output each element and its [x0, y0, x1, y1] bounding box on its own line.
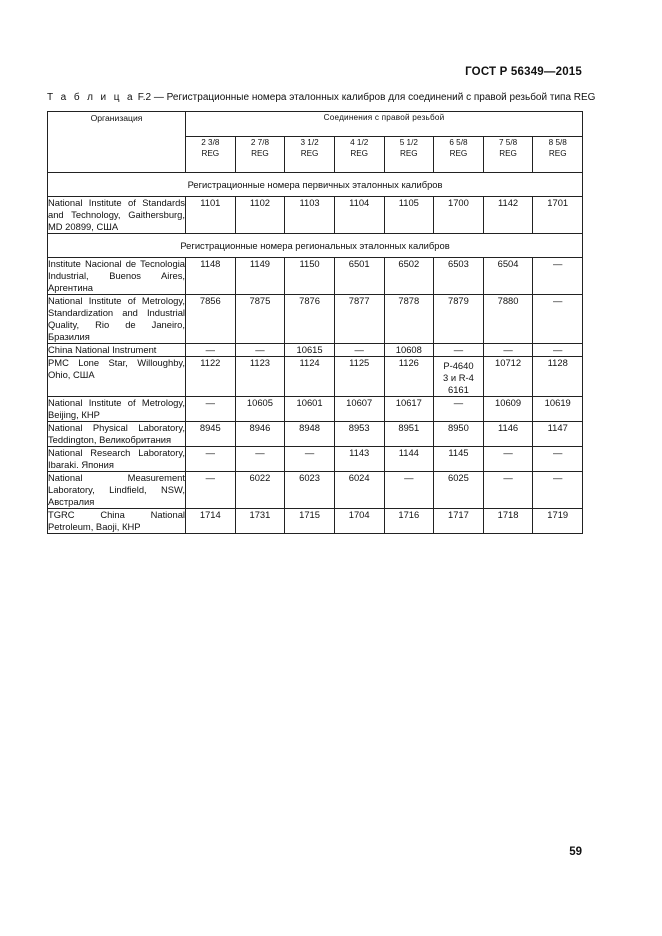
- size-value: 2 7/8: [250, 138, 270, 148]
- registration-number-cell: 1103: [285, 197, 335, 234]
- size-column-header: [235, 137, 285, 173]
- organization-cell: National Measurement Laboratory, Lindfield, NSW, Австралия: [48, 472, 185, 507]
- size-value: 3 1/2: [300, 138, 319, 148]
- registration-number-cell: —: [533, 295, 583, 344]
- registration-number-cell: —: [434, 344, 484, 357]
- registration-number-cell: 1128: [533, 357, 583, 397]
- size-value: 7 5/8: [498, 138, 518, 148]
- table-row: [48, 509, 583, 534]
- section-row: [48, 173, 583, 197]
- thread-type: REG: [548, 149, 567, 159]
- registration-number-cell: 8945: [186, 422, 236, 447]
- thread-type: REG: [350, 149, 369, 159]
- registration-number-cell: 1102: [235, 197, 285, 234]
- registration-number-cell: 1124: [285, 357, 335, 397]
- registration-number-cell: 10712: [483, 357, 533, 397]
- registration-number-cell: P-46403 и R-46161: [434, 357, 484, 397]
- registration-number-cell: —: [186, 397, 236, 422]
- registration-number-cell: —: [235, 447, 285, 472]
- table-row: [48, 422, 583, 447]
- registration-number-cell: 1147: [533, 422, 583, 447]
- registration-number-cell: —: [533, 472, 583, 509]
- registration-number-cell: 6503: [434, 258, 484, 295]
- size-column-header: [334, 137, 384, 173]
- size-value: 6 5/8: [449, 138, 468, 148]
- registration-number-cell: —: [533, 344, 583, 357]
- registration-number-cell: 1144: [384, 447, 434, 472]
- registration-number-cell: 6023: [285, 472, 335, 509]
- registration-number-cell: —: [533, 447, 583, 472]
- size-column-header: [483, 137, 533, 173]
- organization-cell: Institute Nacional de Tecnologia Industrial, Buenos Aires, Аргентина: [48, 258, 185, 293]
- table-row: [48, 472, 583, 509]
- registration-number-cell: 1719: [533, 509, 583, 534]
- table-caption: [47, 92, 627, 103]
- registration-number-cell: —: [483, 472, 533, 509]
- size-column-header: [434, 137, 484, 173]
- registration-number-cell: —: [186, 447, 236, 472]
- thread-type: REG: [300, 149, 319, 159]
- registration-number-cell: 6022: [235, 472, 285, 509]
- table-row: [48, 397, 583, 422]
- registration-number-cell: 8951: [384, 422, 434, 447]
- registration-number-cell: 10607: [334, 397, 384, 422]
- registration-number-cell: —: [334, 344, 384, 357]
- table-row: [48, 258, 583, 295]
- organization-cell: National Research Laboratory, Ibaraki. Япония: [48, 447, 185, 470]
- registration-number-cell: 10608: [384, 344, 434, 357]
- size-value: 4 1/2: [350, 138, 369, 148]
- registration-number-cell: 1101: [186, 197, 236, 234]
- organization-cell: National Institute of Standards and Technology, Gaithersburg, MD 20899, США: [48, 197, 185, 232]
- section-row: [48, 234, 583, 258]
- registration-number-cell: 1123: [235, 357, 285, 397]
- organization-cell: National Institute of Metrology, Beijing, КНР: [48, 397, 185, 420]
- section-title: Регистрационные номера региональных эталонных калибров: [48, 234, 583, 258]
- registration-number-cell: —: [533, 258, 583, 295]
- registration-number-cell: 1143: [334, 447, 384, 472]
- registration-number-cell: 10609: [483, 397, 533, 422]
- registration-number-cell: 1148: [186, 258, 236, 295]
- registration-number-cell: —: [186, 344, 236, 357]
- caption-text: F.2 — Регистрационные номера эталонных калибров для соединений с правой резьбой типа REG: [134, 92, 596, 103]
- organization-cell: National Institute of Metrology, Standardization and Industrial Quality, Rio de Janeiro, Бразилия: [48, 295, 185, 342]
- size-value: 8 5/8: [548, 138, 567, 148]
- registration-number-cell: 6504: [483, 258, 533, 295]
- size-column-header: [186, 137, 236, 173]
- registration-number-cell: 6024: [334, 472, 384, 509]
- registration-number-cell: 6501: [334, 258, 384, 295]
- registration-number-cell: 7879: [434, 295, 484, 344]
- registration-number-cell: 7880: [483, 295, 533, 344]
- registration-number-cell: 6502: [384, 258, 434, 295]
- registration-number-cell: 10601: [285, 397, 335, 422]
- registration-number-cell: 6025: [434, 472, 484, 509]
- table-row: [48, 295, 583, 344]
- registration-number-cell: 1150: [285, 258, 335, 295]
- page-number: 59: [569, 846, 582, 858]
- size-value: 2 3/8: [201, 138, 220, 148]
- registration-number-cell: —: [285, 447, 335, 472]
- registration-number-cell: 10615: [285, 344, 335, 357]
- registration-number-cell: —: [186, 472, 236, 509]
- registration-number-cell: 1126: [384, 357, 434, 397]
- registration-number-cell: 1704: [334, 509, 384, 534]
- registration-number-cell: 7876: [285, 295, 335, 344]
- registration-number-cell: —: [434, 397, 484, 422]
- size-value: 5 1/2: [399, 138, 418, 148]
- registration-number-cell: —: [384, 472, 434, 509]
- registration-number-cell: 1149: [235, 258, 285, 295]
- registration-number-cell: 1718: [483, 509, 533, 534]
- registration-number-cell: 8950: [434, 422, 484, 447]
- organization-cell: PMC Lone Star, Willoughby, Ohio, США: [48, 357, 186, 397]
- organization-column-header: Организация: [48, 112, 186, 173]
- organization-cell: National Physical Laboratory, Teddington, Великобритания: [48, 422, 185, 445]
- registration-number-cell: 7856: [186, 295, 236, 344]
- section-title: Регистрационные номера первичных эталонных калибров: [48, 173, 583, 197]
- registration-number-cell: —: [483, 344, 533, 357]
- thread-type: REG: [499, 149, 517, 159]
- registration-number-cell: 1714: [186, 509, 236, 534]
- table-row: [48, 357, 583, 397]
- thread-type: REG: [251, 149, 269, 159]
- size-column-header: [384, 137, 434, 173]
- registration-number-cell: 1700: [434, 197, 484, 234]
- registration-number-cell: 1104: [334, 197, 384, 234]
- registration-number-cell: 10605: [235, 397, 285, 422]
- registration-number-cell: 7878: [384, 295, 434, 344]
- registration-number-cell: 1105: [384, 197, 434, 234]
- registration-number-cell: 10619: [533, 397, 583, 422]
- standard-code: ГОСТ Р 56349—2015: [465, 66, 582, 78]
- organization-cell: China National Instrument: [48, 344, 186, 357]
- registration-number-cell: 1701: [533, 197, 583, 234]
- registration-number-cell: 1716: [384, 509, 434, 534]
- size-column-header: [285, 137, 335, 173]
- table-row: [48, 197, 583, 234]
- registration-number-cell: 10617: [384, 397, 434, 422]
- registration-number-cell: 7877: [334, 295, 384, 344]
- thread-type: REG: [449, 149, 468, 159]
- registration-number-cell: —: [483, 447, 533, 472]
- thread-type: REG: [201, 149, 220, 159]
- size-column-header: [533, 137, 583, 173]
- registration-number-cell: 8948: [285, 422, 335, 447]
- table-row: [48, 344, 583, 357]
- registration-number-cell: 7875: [235, 295, 285, 344]
- registration-number-cell: 1125: [334, 357, 384, 397]
- organization-cell: TGRC China National Petroleum, Baoji, КНР: [48, 509, 185, 532]
- thread-type: REG: [399, 149, 418, 159]
- caption-label: Т а б л и ц а: [47, 92, 135, 103]
- connections-group-header: Соединения с правой резьбой: [186, 112, 583, 137]
- registration-number-cell: 1715: [285, 509, 335, 534]
- registration-number-cell: 1731: [235, 509, 285, 534]
- registration-number-cell: 8953: [334, 422, 384, 447]
- registration-number-cell: 1142: [483, 197, 533, 234]
- registration-number-cell: —: [235, 344, 285, 357]
- registration-number-cell: 1717: [434, 509, 484, 534]
- table-row: [48, 447, 583, 472]
- registration-number-cell: 1122: [186, 357, 236, 397]
- registration-number-cell: 1146: [483, 422, 533, 447]
- registration-number-cell: 1145: [434, 447, 484, 472]
- registration-number-cell: 8946: [235, 422, 285, 447]
- calibre-registration-table: [47, 111, 583, 534]
